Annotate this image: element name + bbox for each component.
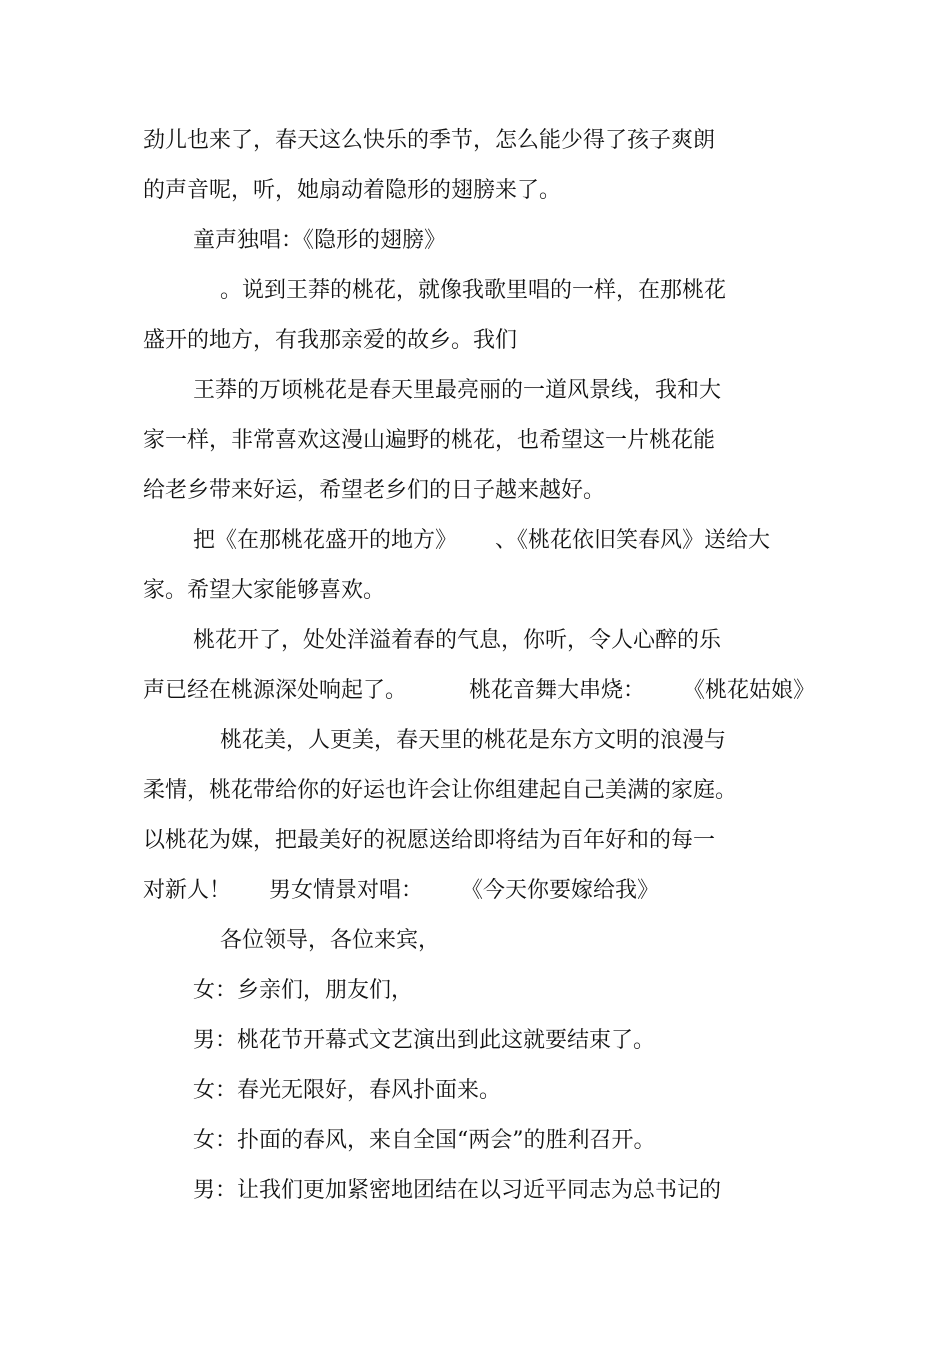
section-title-duet: 《今天你要嫁给我》 [461, 878, 660, 903]
dialogue-line: 男：桃花节开幕式文艺演出到此这就要结束了。 [193, 1028, 656, 1053]
dialogue-line: 男：让我们更加紧密地团结在以习近平同志为总书记的 [193, 1178, 722, 1203]
dialogue-line: 女：扑面的春风，来自全国“两会”的胜利召开。 [193, 1128, 656, 1153]
text-line: 各位领导，各位来宾， [220, 928, 441, 953]
section-title-medley: 《桃花姑娘》 [683, 678, 816, 703]
text-line: 家一样，非常喜欢这漫山遍野的桃花，也希望这一片桃花能 [143, 428, 716, 453]
section-heading-medley: 桃花音舞大串烧： [469, 678, 646, 703]
text-fragment: 声已经在桃源深处响起了。 [143, 678, 408, 703]
text-line: 给老乡带来好运，希望老乡们的日子越来越好。 [143, 478, 606, 503]
dialogue-line: 女：春光无限好，春风扑面来。 [193, 1078, 502, 1103]
text-line: 盛开的地方，有我那亲爱的故乡。我们 [143, 328, 518, 353]
text-line: 王莽的万顷桃花是春天里最亮丽的一道风景线，我和大 [193, 378, 722, 403]
text-line: 桃花美，人更美，春天里的桃花是东方文明的浪漫与 [220, 728, 727, 753]
section-heading-solo: 童声独唱：《隐形的翅膀》 [193, 228, 447, 253]
section-heading-duet: 男女情景对唱： [269, 878, 424, 903]
text-line: 家。希望大家能够喜欢。 [143, 578, 386, 603]
text-line: 以桃花为媒，把最美好的祝愿送给即将结为百年好和的每一 [143, 828, 716, 853]
text-line [143, 676, 815, 706]
dialogue-line: 女：乡亲们，朋友们， [193, 978, 414, 1003]
text-fragment: 对新人！ [143, 878, 232, 903]
text-line [193, 526, 770, 556]
text-fragment: 把《在那桃花盛开的地方》 [193, 528, 458, 553]
text-line: 劲儿也来了，春天这么快乐的季节，怎么能少得了孩子爽朗 [143, 128, 716, 153]
text-line: 桃花开了，处处洋溢着春的气息，你听，令人心醉的乐 [193, 628, 722, 653]
text-line: 柔情，桃花带给你的好运也许会让你组建起自己美满的家庭。 [143, 778, 738, 803]
text-fragment: 、《桃花依旧笑春风》送给大 [495, 528, 771, 553]
text-line [143, 876, 659, 906]
text-line: 的声音呢，听，她扇动着隐形的翅膀来了。 [143, 178, 562, 203]
text-line: 。说到王莽的桃花，就像我歌里唱的一样，在那桃花 [220, 278, 727, 303]
